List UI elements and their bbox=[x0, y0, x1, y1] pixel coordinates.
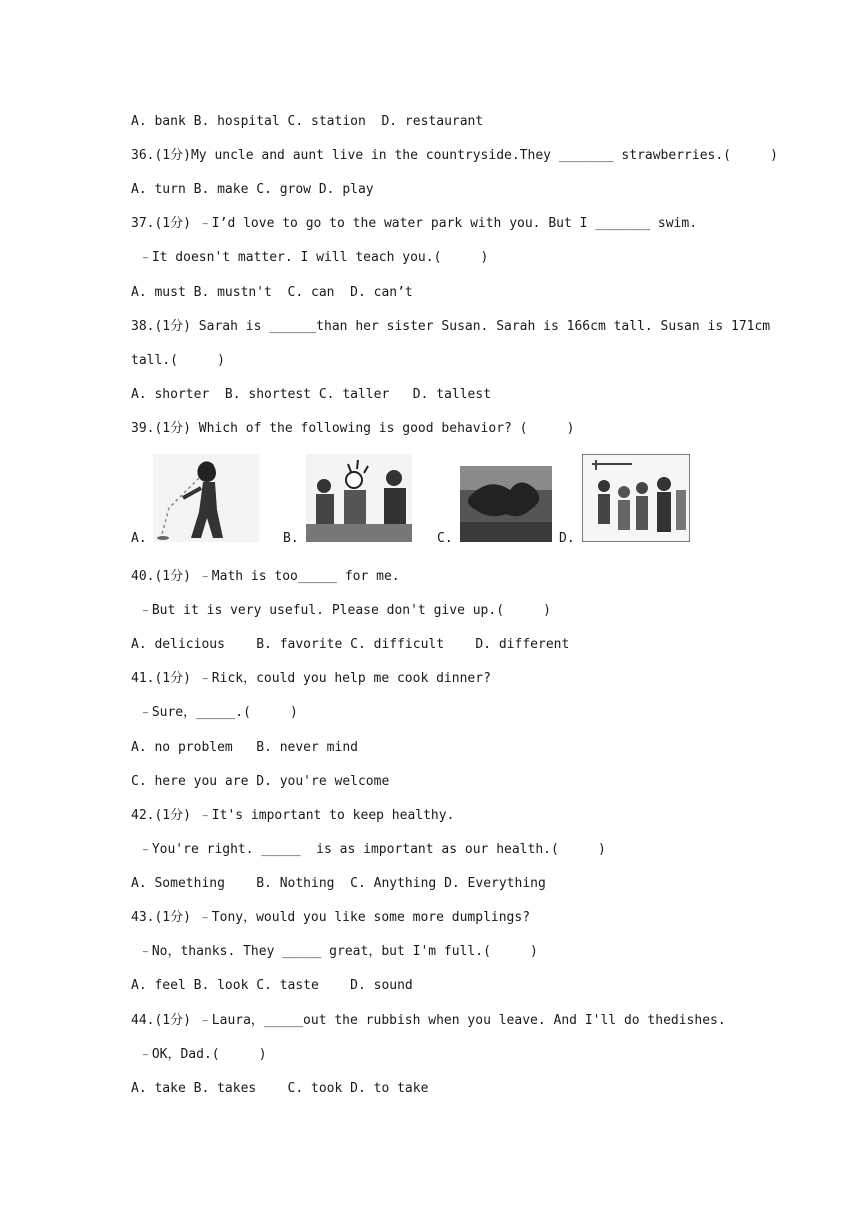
q37-stem: 37.(1分) ﹣I’d love to go to the water park with you. But I _______ swim. bbox=[131, 216, 698, 231]
q44-options: A. take B. takes C. took D. to take bbox=[131, 1081, 429, 1096]
q35-options: A. bank B. hospital C. station D. restaurant bbox=[131, 114, 484, 129]
q43-reply: ﹣No，thanks. They _____ great，but I'm full.( ) bbox=[131, 944, 538, 959]
q41-options-2: C. here you are D. you're welcome bbox=[131, 774, 390, 789]
q41-reply: ﹣Sure，_____.( ) bbox=[131, 705, 298, 720]
q41-stem: 41.(1分) ﹣Rick，could you help me cook dinner? bbox=[131, 671, 491, 686]
q37-reply: ﹣It doesn't matter. I will teach you.( ) bbox=[131, 250, 489, 265]
q38-stem: 38.(1分) Sarah is ______than her sister Susan. Sarah is 166cm tall. Susan is 171cm bbox=[131, 319, 771, 334]
option-b-picture bbox=[306, 454, 412, 542]
option-c-label: C. bbox=[437, 531, 453, 546]
option-c-picture bbox=[460, 466, 552, 542]
q39-image-options bbox=[131, 454, 731, 548]
option-b-label: B. bbox=[283, 531, 299, 546]
q40-stem: 40.(1分) ﹣Math is too_____ for me. bbox=[131, 569, 400, 584]
q37-options: A. must B. mustn't C. can D. can’t bbox=[131, 285, 413, 300]
q43-options: A. feel B. look C. taste D. sound bbox=[131, 978, 413, 993]
q36-options: A. turn B. make C. grow D. play bbox=[131, 182, 374, 197]
q44-stem: 44.(1分) ﹣Laura，_____out the rubbish when you leave. And I'll do thedishes. bbox=[131, 1013, 726, 1028]
q44-reply: ﹣OK，Dad.( ) bbox=[131, 1047, 267, 1062]
q38-stem-cont: tall.( ) bbox=[131, 353, 225, 368]
q43-stem: 43.(1分) ﹣Tony，would you like some more dumplings? bbox=[131, 910, 531, 925]
q42-options: A. Something B. Nothing C. Anything D. Everything bbox=[131, 876, 546, 891]
q38-options: A. shorter B. shortest C. taller D. tallest bbox=[131, 387, 492, 402]
q42-reply: ﹣You're right. _____ is as important as our health.( ) bbox=[131, 842, 606, 857]
q41-options-1: A. no problem B. never mind bbox=[131, 740, 358, 755]
option-a-picture bbox=[153, 454, 259, 542]
q42-stem: 42.(1分) ﹣It's important to keep healthy. bbox=[131, 808, 455, 823]
q36-stem: 36.(1分)My uncle and aunt live in the countryside.They _______ strawberries.( ) bbox=[131, 148, 778, 163]
option-d-picture bbox=[582, 454, 690, 542]
option-d-label: D. bbox=[559, 531, 575, 546]
q39-stem: 39.(1分) Which of the following is good behavior? ( ) bbox=[131, 421, 575, 436]
q40-reply: ﹣But it is very useful. Please don't give up.( ) bbox=[131, 603, 551, 618]
q40-options: A. delicious B. favorite C. difficult D. different bbox=[131, 637, 570, 652]
option-a-label: A. bbox=[131, 531, 147, 546]
